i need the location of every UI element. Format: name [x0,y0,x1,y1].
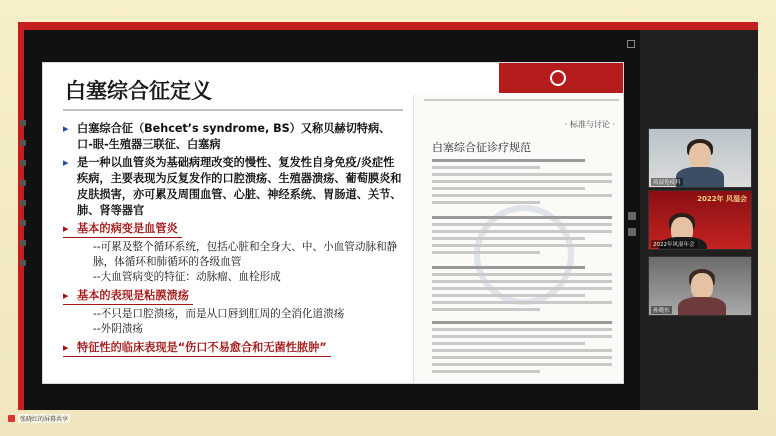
emphasis-heading-text: 基本的病变是血管炎 [77,222,178,235]
article-body-lines [432,159,612,377]
participant-name: 2022年风湿年会 [653,242,695,248]
frame-top-bar [18,22,758,30]
microphone-icon [8,415,15,422]
toolbar-icon[interactable] [20,260,26,266]
bullet-arrow-icon: ▸ [63,289,69,302]
bullet-item [63,155,403,219]
toolbar-icon[interactable] [20,220,26,226]
screen-share-indicator[interactable] [8,414,70,423]
conference-banner: 2022年 风湿会 [697,195,747,203]
emphasis-heading [63,221,182,238]
bullet-arrow-icon: ▸ [63,156,69,169]
point-group [63,340,403,359]
video-tile[interactable] [648,256,752,316]
emphasis-heading-text: 基本的表现是粘膜溃疡 [77,289,189,302]
participant-name: 孙晓东 [653,308,670,314]
toolbar-icon[interactable] [20,160,26,166]
bullet-arrow-icon: ▸ [63,341,69,354]
presentation-slide [42,62,624,384]
left-toolbar [20,120,30,280]
emphasis-heading [63,340,331,357]
slide-title: 白塞综合征定义 [65,79,212,103]
journal-header-lines [424,99,619,105]
participant-body [678,297,726,316]
title-underline [63,109,403,111]
bullet-arrow-icon: ▸ [63,122,69,135]
participant-face [689,143,711,169]
journal-article-image [413,95,624,384]
sub-point: --不只是口腔溃疡，而是从口唇到肛周的全消化道溃疡 [93,308,345,320]
toolbar-icon[interactable] [20,240,26,246]
expand-icon[interactable] [627,40,635,48]
emphasis-heading [63,288,193,305]
side-control-icon[interactable] [628,212,636,220]
participant-face [691,273,713,299]
presenter-name: 张晓红的屏幕共享 [20,416,69,423]
article-section-label: · 标准与讨论 · [564,120,615,129]
sub-point: --外阴溃疡 [93,323,144,335]
toolbar-icon[interactable] [20,200,26,206]
participant-body [676,167,724,188]
sub-point: --大血管病变的特征：动脉瘤、血栓形成 [93,271,281,283]
bullet-item [63,121,403,153]
point-group [63,221,403,285]
toolbar-icon[interactable] [20,120,26,126]
university-seal-icon [550,70,566,86]
participant-name: 风湿免疫科 [653,180,681,186]
emphasis-heading-text: 特征性的临床表现是“伤口不易愈合和无菌性脓肿” [77,341,327,354]
side-control-icon[interactable] [628,228,636,236]
bullet-text: 白塞综合征（Behcet’s syndrome, BS）又称贝赫切特病、口-眼-生殖器三联征、白塞病 [77,122,391,151]
university-logo-text [570,72,574,85]
video-tile[interactable] [648,190,752,250]
bullet-arrow-icon: ▸ [63,222,69,235]
video-tile[interactable] [648,128,752,188]
bullet-text: 是一种以血管炎为基础病理改变的慢性、复发性自身免疫/炎症性疾病，主要表现为反复发作的口腔溃疡、生殖器溃疡、葡萄膜炎和皮肤损害，亦可累及周围血管、心脏、神经系统、胃肠道、关节、肺、肾等器官 [77,156,402,217]
university-logo-band [499,63,624,93]
toolbar-icon[interactable] [20,180,26,186]
toolbar-icon[interactable] [20,140,26,146]
sub-point: --可累及整个循环系统，包括心脏和全身大、中、小血管动脉和静脉，体循环和肺循环的各级血管 [93,241,398,268]
article-title: 白塞综合征诊疗规范 [432,141,531,154]
point-group [63,288,403,337]
slide-bullets [63,121,403,362]
